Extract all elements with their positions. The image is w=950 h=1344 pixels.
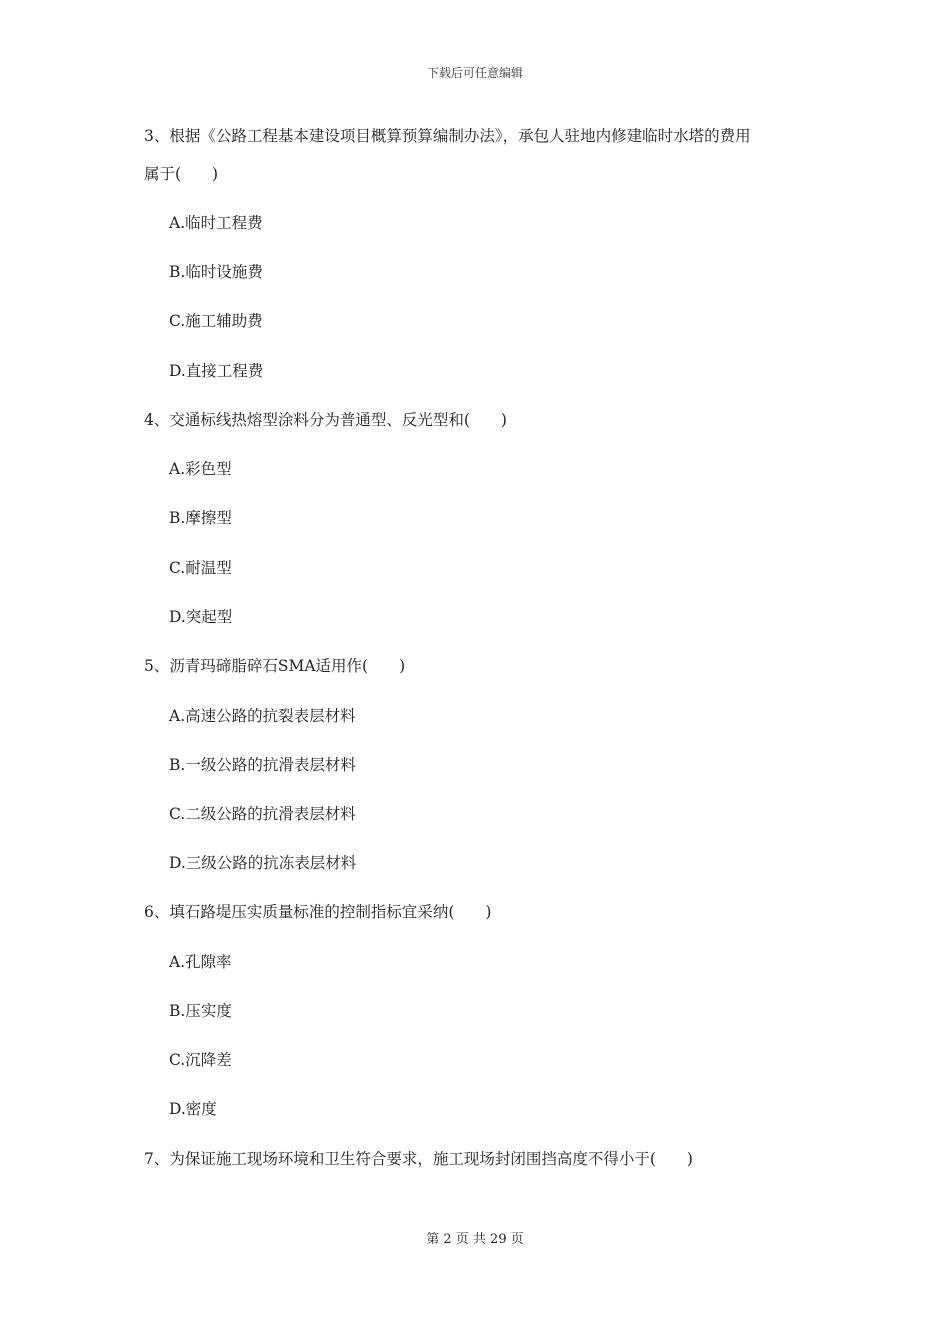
- question-4-option-c: C.耐温型: [169, 559, 232, 577]
- question-7-stem: 7、为保证施工现场环境和卫生符合要求，施工现场封闭围挡高度不得小于( ): [144, 1150, 693, 1168]
- question-3-stem-line-1: 3、根据《公路工程基本建设项目概算预算编制办法》，承包人驻地内修建临时水塔的费用: [144, 127, 751, 145]
- question-5-option-c: C.二级公路的抗滑表层材料: [169, 805, 356, 823]
- question-6-option-d: D.密度: [169, 1100, 217, 1118]
- question-6-stem: 6、填石路堤压实质量标准的控制指标宜采纳( ): [144, 903, 492, 921]
- question-5-stem: 5、沥青玛碲脂碎石SMA适用作( ): [144, 657, 406, 675]
- question-4-option-d: D.突起型: [169, 608, 233, 626]
- question-6-option-a: A.孔隙率: [169, 953, 232, 971]
- page-footer: 第 2 页 共 29 页: [426, 1232, 524, 1247]
- question-4-option-a: A.彩色型: [169, 460, 232, 478]
- question-4-option-b: B.摩擦型: [169, 509, 232, 527]
- question-3-option-c: C.施工辅助费: [169, 312, 263, 330]
- page-header: 下载后可任意编辑: [426, 66, 523, 80]
- question-3-option-b: B.临时设施费: [169, 263, 263, 281]
- question-3-stem-line-2: 属于( ): [144, 165, 219, 183]
- question-5-option-b: B.一级公路的抗滑表层材料: [169, 756, 356, 774]
- question-5-option-d: D.三级公路的抗冻表层材料: [169, 854, 357, 872]
- question-6-option-b: B.压实度: [169, 1002, 232, 1020]
- question-3-option-d: D.直接工程费: [169, 362, 264, 380]
- question-5-option-a: A.高速公路的抗裂表层材料: [169, 707, 356, 725]
- question-4-stem: 4、交通标线热熔型涂料分为普通型、反光型和( ): [144, 411, 507, 429]
- question-6-option-c: C.沉降差: [169, 1051, 232, 1069]
- question-3-option-a: A.临时工程费: [169, 214, 263, 232]
